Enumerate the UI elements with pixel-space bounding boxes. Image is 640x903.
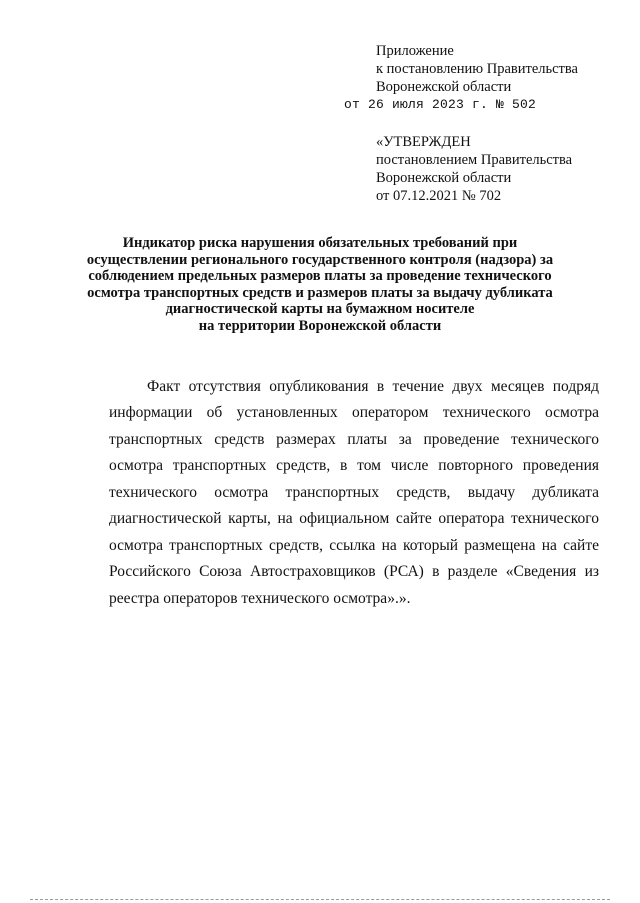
title-line-2: осуществлении регионального государственного контроля (надзора) за xyxy=(86,251,554,268)
title-line-3: соблюдением предельных размеров платы за проведение технического xyxy=(88,268,552,285)
approved-line-3: Воронежской области xyxy=(376,170,512,186)
appendix-line-3: Воронежской области xyxy=(376,79,512,95)
appendix-header xyxy=(344,42,578,114)
appendix-line-2: к постановлению Правительства xyxy=(376,61,578,77)
title-line-5: диагностической карты на бумажном носителе xyxy=(165,301,475,318)
appendix-line-1: Приложение xyxy=(376,43,454,59)
approved-line-4: от 07.12.2021 № 702 xyxy=(376,188,502,204)
approved-line-1: «УТВЕРЖДЕН xyxy=(376,134,471,150)
approval-header xyxy=(376,133,572,205)
body-paragraph: Факт отсутствия опубликования в течение двух месяцев подряд информации об установленных оператором технического осмотра транспортных средств размерах платы за проведение технического осмотра транспортных средств, в том числе повторного проведения технического осмотра транспортных средств, выдачу дубликата диагностической карты, на официальном сайте оператора технического осмотра транспортных средств, ссылка на который размещена на сайте Российского Союза Автостраховщиков (РСА) в разделе «Сведения из реестра операторов технического осмотра».». xyxy=(109,377,599,607)
title-line-6: на территории Воронежской области xyxy=(198,317,442,334)
page-bottom-edge xyxy=(30,899,610,901)
appendix-date-number: от 26 июля 2023 г. № 502 xyxy=(344,97,537,112)
approved-line-2: постановлением Правительства xyxy=(376,152,573,168)
title-line-1: Индикатор риска нарушения обязательных требований при xyxy=(122,235,518,251)
title-line-4: осмотра транспортных средств и размеров платы за выдачу дубликата xyxy=(87,284,553,301)
document-title xyxy=(60,235,580,335)
